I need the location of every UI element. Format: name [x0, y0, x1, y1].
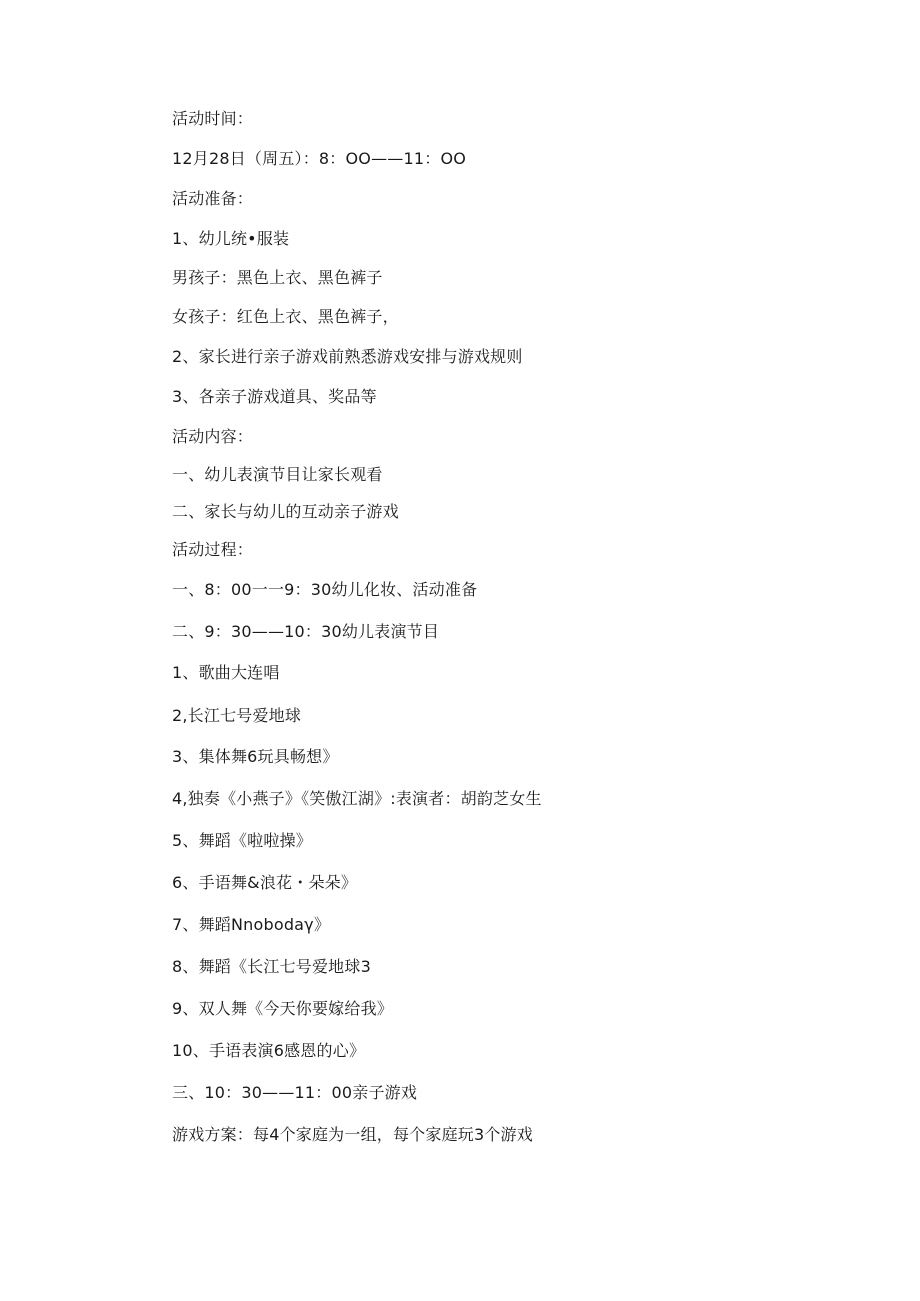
content-item-1: 一、幼儿表演节目让家长观看	[172, 465, 383, 484]
preparation-boys-attire: 男孩子：黑色上衣、黑色裤子	[172, 268, 383, 287]
program-item-8: 8、舞蹈《长江七号爱地球3	[172, 957, 371, 976]
section-heading-activity-preparation: 活动准备：	[172, 189, 254, 208]
program-item-7: 7、舞蹈Nnobodaγ》	[172, 915, 331, 934]
section-heading-activity-time: 活动时间：	[172, 109, 254, 128]
program-item-4: 4,独奏《小燕子》《笑傲江湖》:表演者：胡韵芝女生	[172, 789, 542, 808]
preparation-item-1: 1、幼儿统•服装	[172, 229, 290, 248]
preparation-girls-attire: 女孩子：红色上衣、黑色裤子，	[172, 307, 399, 326]
program-item-1: 1、歌曲大连唱	[172, 663, 280, 682]
program-item-6: 6、手语舞&浪花・朵朵》	[172, 873, 358, 892]
program-item-10: 10、手语表演6感恩的心》	[172, 1041, 366, 1060]
activity-time-value: 12月28日（周五）：8：OO——11：OO	[172, 149, 467, 168]
process-step-1: 一、8：00一一9：30幼儿化妆、活动准备	[172, 580, 478, 599]
preparation-item-2: 2、家长进行亲子游戏前熟悉游戏安排与游戏规则	[172, 347, 523, 366]
process-step-3: 三、10：30——11：00亲子游戏	[172, 1083, 418, 1102]
process-step-2: 二、9：30——10：30幼儿表演节目	[172, 622, 440, 641]
program-item-5: 5、舞蹈《啦啦操》	[172, 831, 312, 850]
program-item-2: 2,长江七号爱地球	[172, 706, 302, 725]
program-item-9: 9、双人舞《今天你要嫁给我》	[172, 999, 393, 1018]
section-heading-activity-process: 活动过程：	[172, 540, 254, 559]
program-item-3: 3、集体舞6玩具畅想》	[172, 747, 339, 766]
preparation-item-3: 3、各亲子游戏道具、奖品等	[172, 387, 377, 406]
section-heading-activity-content: 活动内容：	[172, 427, 254, 446]
content-item-2: 二、家长与幼儿的互动亲子游戏	[172, 502, 399, 521]
game-plan: 游戏方案：每4个家庭为一组，每个家庭玩3个游戏	[172, 1125, 533, 1144]
